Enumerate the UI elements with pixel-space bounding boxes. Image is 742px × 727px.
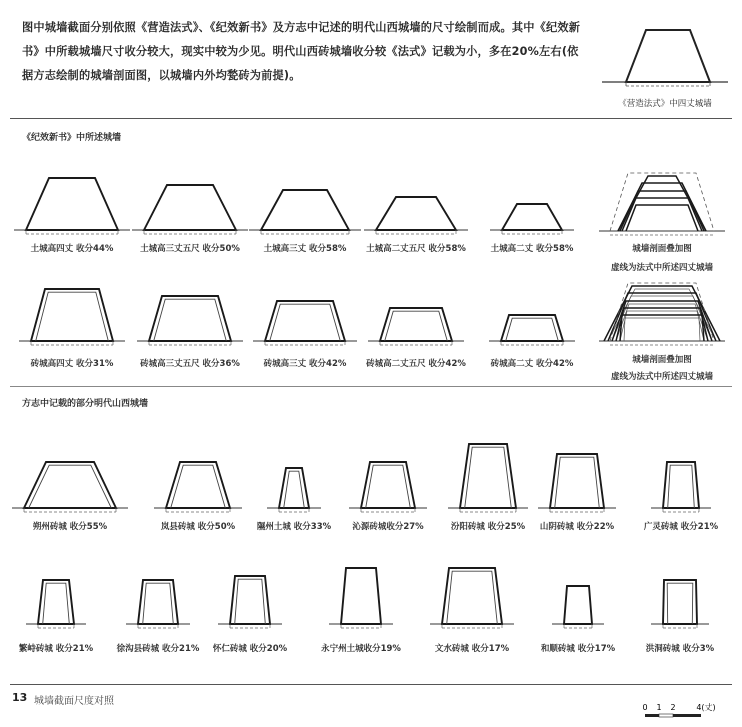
shanxi-wall-row2-6	[534, 580, 622, 638]
shanxi-wall-row1-caption-7: 广灵砖城 收分21%	[643, 522, 719, 532]
shanxi-wall-row2-2	[108, 574, 208, 638]
shanxi-wall-row1-1	[0, 456, 146, 522]
brick-wall-4	[350, 302, 482, 355]
brick-overlay-caption-line2: 虚线为法式中所述四丈城墙	[610, 372, 714, 382]
shanxi-wall-row2-5	[412, 562, 532, 638]
earth-wall-caption-2: 土城高三丈五尺 收分50%	[140, 244, 240, 254]
brick-wall-caption-4: 砖城高二丈五尺 收分42%	[366, 359, 466, 369]
scale-tick-1: 1	[656, 703, 662, 712]
section2-title: 方志中记载的部分明代山西城墙	[22, 399, 149, 409]
brick-wall-caption-5: 砖城高二丈 收分42%	[490, 359, 574, 369]
brick-wall-caption-1: 砖城高四丈 收分31%	[30, 359, 114, 369]
brick-wall-caption-2: 砖城高三丈五尺 收分36%	[140, 359, 240, 369]
shanxi-wall-row1-caption-3: 隰州土城 收分33%	[256, 522, 332, 532]
earth-wall-caption-1: 土城高四丈 收分44%	[30, 244, 114, 254]
scale-tick-4: 4(丈)	[696, 703, 716, 712]
brick-wall-caption-3: 砖城高三丈 收分42%	[263, 359, 347, 369]
shanxi-wall-row1-caption-1: 朔州砖城 收分55%	[32, 522, 108, 532]
shanxi-wall-row2-caption-5: 文水砖城 收分17%	[434, 644, 510, 654]
earth-wall-caption-5: 土城高二丈 收分58%	[490, 244, 574, 254]
intro-paragraph: 图中城墙截面分别依照《营造法式》、《纪效新书》及方志中记述的明代山西城墙的尺寸绘制而成。其中《纪效新书》中所载城墙尺寸收分较大，现实中较为少见。明代山西砖城墙收分较《法式》记载为小，多在20%左右(依据方志绘制的城墙剖面图，以城墙内外均甃砖为前提)。	[22, 21, 581, 82]
earth-wall-4	[346, 191, 486, 244]
earth-wall-5	[472, 198, 592, 244]
page-number: 13	[12, 691, 28, 704]
shanxi-wall-row1-caption-6: 山阴砖城 收分22%	[539, 522, 615, 532]
reference-caption: 《营造法式》中四丈城墙	[618, 99, 712, 109]
shanxi-wall-row2-3	[200, 570, 300, 638]
shanxi-wall-row2-1	[8, 574, 104, 638]
earth-overlay-caption-line1: 城墙剖面叠加图	[632, 244, 692, 254]
scale-tick-2: 2	[670, 703, 676, 712]
earth-overlay-diagram	[597, 151, 727, 243]
shanxi-wall-row1-caption-4: 沁源砖城收分27%	[352, 522, 424, 532]
shanxi-wall-row2-4	[311, 562, 411, 638]
scale-bar	[640, 700, 730, 724]
shanxi-wall-row1-6	[520, 448, 634, 522]
earth-overlay-caption-line2: 虚线为法式中所述四丈城墙	[610, 263, 714, 273]
shanxi-wall-row1-2	[136, 456, 260, 522]
shanxi-wall-row1-caption-5: 汾阳砖城 收分25%	[450, 522, 526, 532]
shanxi-wall-row1-caption-2: 岚县砖城 收分50%	[160, 522, 236, 532]
shanxi-wall-row1-3	[249, 462, 339, 522]
divider-bottom	[10, 684, 732, 685]
shanxi-wall-row2-caption-4: 永宁州土城收分19%	[321, 644, 401, 654]
shanxi-wall-row2-caption-2: 徐沟县砖城 收分21%	[116, 644, 200, 654]
brick-wall-5	[471, 309, 593, 355]
shanxi-wall-row2-caption-7: 洪洞砖城 收分3%	[645, 644, 715, 654]
brick-overlay-caption-line1: 城墙剖面叠加图	[632, 355, 692, 365]
divider-top	[10, 118, 732, 119]
scale-tick-0: 0	[642, 703, 648, 712]
shanxi-wall-row1-7	[633, 456, 729, 522]
section1-title: 《纪效新书》中所述城墙	[22, 133, 122, 143]
shanxi-wall-row2-caption-6: 和顺砖城 收分17%	[540, 644, 616, 654]
shanxi-wall-row2-caption-3: 怀仁砖城 收分20%	[212, 644, 288, 654]
earth-wall-caption-4: 土城高二丈五尺 收分58%	[366, 244, 466, 254]
divider-middle	[10, 386, 732, 387]
shanxi-wall-row2-7	[633, 574, 727, 638]
earth-wall-caption-3: 土城高三丈 收分58%	[263, 244, 347, 254]
brick-overlay-diagram	[597, 261, 727, 353]
footer-title: 城墙截面尺度对照	[34, 696, 114, 707]
shanxi-wall-row1-4	[331, 456, 445, 522]
shanxi-wall-row2-caption-1: 繁峙砖城 收分21%	[18, 644, 94, 654]
